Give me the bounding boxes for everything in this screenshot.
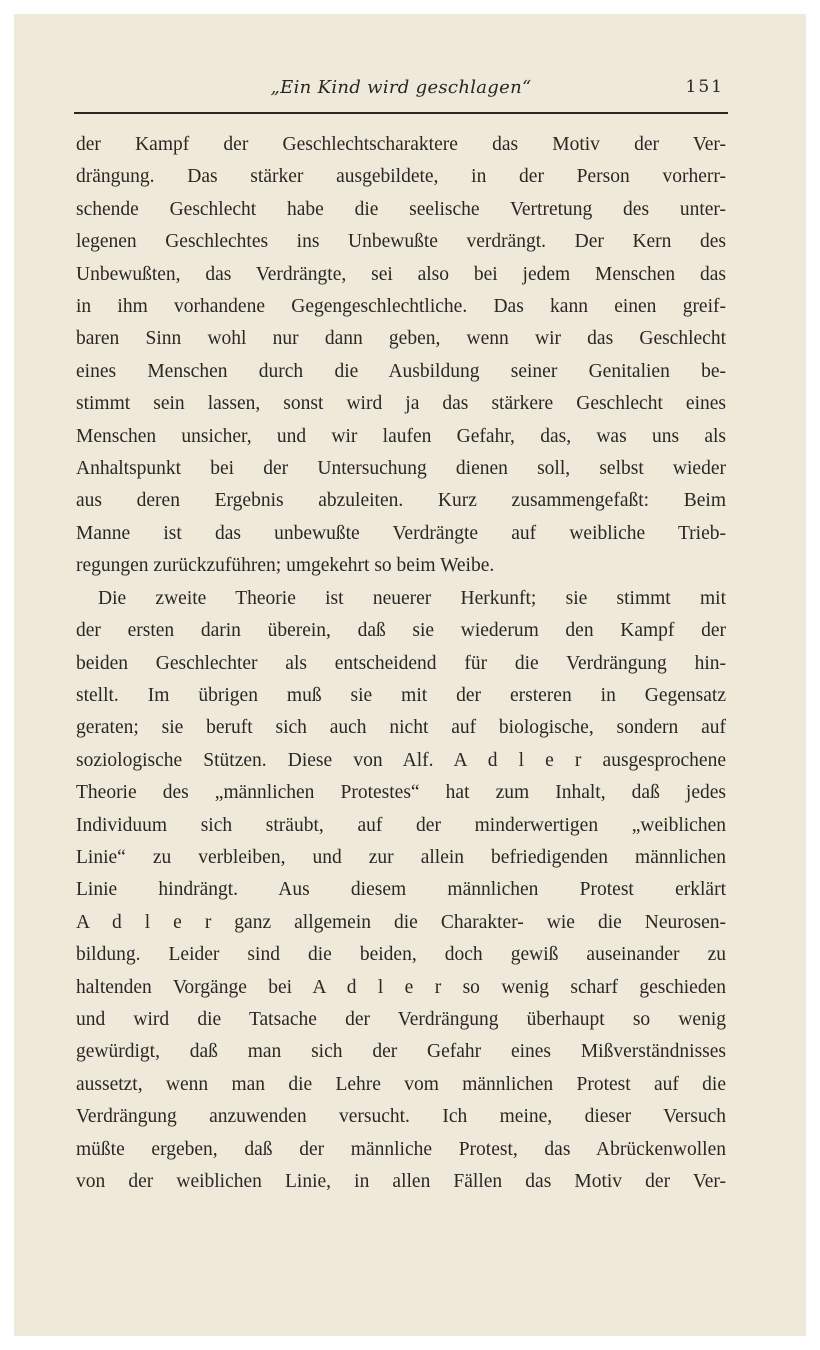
- text-line: Linie hindrängt. Aus diesem männlichen Protest erklärt: [76, 879, 726, 901]
- text-line: soziologische Stützen. Diese von Alf. A d l e r ausgesprochene: [76, 749, 726, 771]
- text-line: legenen Geschlechtes ins Unbewußte verdrängt. Der Kern des: [76, 231, 726, 253]
- text-line: aussetzt, wenn man die Lehre vom männlichen Protest auf die: [76, 1073, 726, 1095]
- running-title: „Ein Kind wird geschlagen“: [270, 77, 532, 98]
- text-line: eines Menschen durch die Ausbildung seiner Genitalien be-: [76, 360, 726, 382]
- book-page: [14, 14, 806, 1336]
- page-header: [74, 74, 728, 114]
- text-line: baren Sinn wohl nur dann geben, wenn wir das Geschlecht: [76, 328, 726, 350]
- page-number: 151: [685, 77, 724, 97]
- text-line: müßte ergeben, daß der männliche Protest, das Abrückenwollen: [76, 1138, 726, 1160]
- text-line: Verdrängung anzuwenden versucht. Ich meine, dieser Versuch: [76, 1106, 726, 1128]
- text-line: geraten; sie beruft sich auch nicht auf biologische, sondern auf: [76, 717, 726, 739]
- text-line: Anhaltspunkt bei der Untersuchung dienen soll, selbst wieder: [76, 458, 726, 480]
- text-line: beiden Geschlechter als entscheidend für die Verdrängung hin-: [76, 652, 726, 674]
- text-line: Unbewußten, das Verdrängte, sei also bei jedem Menschen das: [76, 263, 726, 285]
- text-line: Theorie des „männlichen Protestes“ hat zum Inhalt, daß jedes: [76, 782, 726, 804]
- text-line: der Kampf der Geschlechtscharaktere das Motiv der Ver-: [76, 134, 726, 155]
- text-line: drängung. Das stärker ausgebildete, in der Person vorherr-: [76, 166, 726, 188]
- text-line: Linie“ zu verbleiben, und zur allein befriedigenden männlichen: [76, 846, 726, 868]
- text-line: und wird die Tatsache der Verdrängung überhaupt so wenig: [76, 1008, 726, 1030]
- text-line: Manne ist das unbewußte Verdrängte auf weibliche Trieb-: [76, 522, 726, 544]
- text-line: schende Geschlecht habe die seelische Vertretung des unter-: [76, 198, 726, 220]
- text-line: aus deren Ergebnis abzuleiten. Kurz zusammengefaßt: Beim: [76, 490, 726, 512]
- body-text: [76, 129, 726, 1198]
- text-line: stellt. Im übrigen muß sie mit der ersteren in Gegensatz: [76, 684, 726, 706]
- text-line: A d l e r ganz allgemein die Charakter- wie die Neurosen-: [76, 911, 726, 933]
- text-line: in ihm vorhandene Gegengeschlechtliche. Das kann einen greif-: [76, 296, 726, 318]
- text-line: Individuum sich sträubt, auf der minderwertigen „weiblichen: [76, 814, 726, 836]
- text-line: stimmt sein lassen, sonst wird ja das stärkere Geschlecht eines: [76, 393, 726, 415]
- text-line: von der weiblichen Linie, in allen Fällen das Motiv der Ver-: [76, 1171, 726, 1192]
- paragraph-first-line: Die zweite Theorie ist neuerer Herkunft; sie stimmt mit: [98, 587, 726, 609]
- text-line: haltenden Vorgänge bei A d l e r so wenig scharf geschieden: [76, 976, 726, 998]
- text-line: der ersten darin überein, daß sie wiederum den Kampf der: [76, 620, 726, 642]
- text-line: Menschen unsicher, und wir laufen Gefahr, das, was uns als: [76, 425, 726, 447]
- paragraph-end-line: regungen zurückzuführen; umgekehrt so beim Weibe.: [76, 555, 495, 577]
- text-line: bildung. Leider sind die beiden, doch gewiß auseinander zu: [76, 944, 726, 966]
- text-line: gewürdigt, daß man sich der Gefahr eines Mißverständnisses: [76, 1041, 726, 1063]
